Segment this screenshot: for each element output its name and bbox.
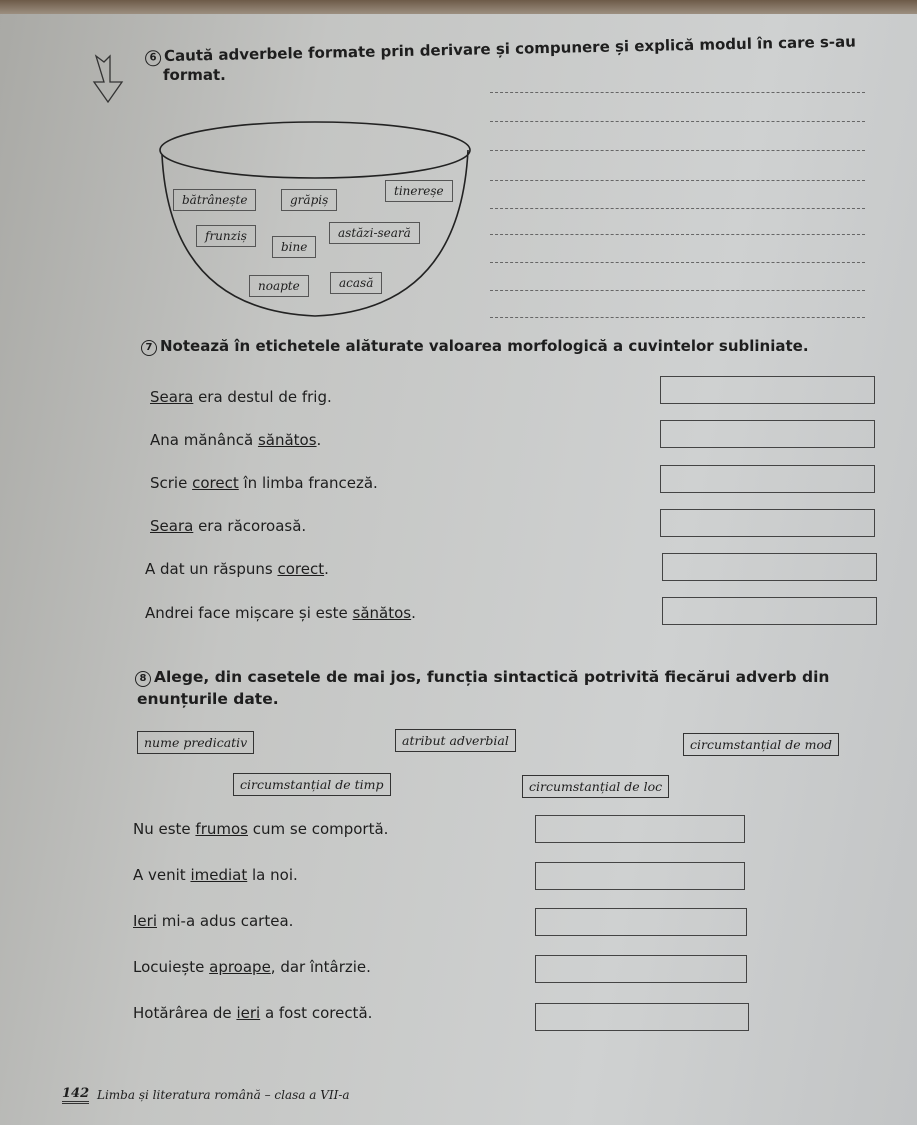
exercise-8-instruction: Alege, din casetele de mai jos, funcția sintactică potrivită fiecărui adverb din bbox=[154, 668, 830, 686]
answer-box[interactable] bbox=[535, 862, 745, 890]
word-tag: bine bbox=[272, 236, 316, 258]
sentence: Nu este frumos cum se comportă. bbox=[133, 820, 389, 838]
word-tag: acasă bbox=[330, 272, 382, 294]
answer-box[interactable] bbox=[660, 376, 875, 404]
answer-box[interactable] bbox=[660, 509, 875, 537]
exercise-number: 8 bbox=[135, 671, 151, 687]
exercise-8-instruction-cont: enunțurile date. bbox=[137, 690, 279, 708]
word-tag: grăpiș bbox=[281, 189, 337, 211]
answer-box[interactable] bbox=[660, 420, 875, 448]
option-box[interactable]: circumstanțial de timp bbox=[233, 773, 391, 796]
answer-box[interactable] bbox=[535, 815, 745, 843]
exercise-6-instruction: Caută adverbele formate prin derivare și compunere și explică modul în care s-au bbox=[163, 32, 857, 66]
word-tag: astăzi-seară bbox=[329, 222, 420, 244]
exercise-7-instruction: Notează în etichetele alăturate valoarea morfologică a cuvintelor subliniate. bbox=[160, 337, 809, 355]
sentence: Ana mănâncă sănătos. bbox=[150, 431, 322, 449]
sentence: Hotărârea de ieri a fost corectă. bbox=[133, 1004, 373, 1022]
sentence: A venit imediat la noi. bbox=[133, 866, 298, 884]
exercise-number: 6 bbox=[145, 50, 161, 66]
sentence: A dat un răspuns corect. bbox=[145, 560, 329, 578]
sentence: Andrei face mișcare și este sănătos. bbox=[145, 604, 416, 622]
sentence: Seara era destul de frig. bbox=[150, 388, 332, 406]
sentence: Locuiește aproape, dar întârzie. bbox=[133, 958, 371, 976]
arrow-down-icon bbox=[92, 52, 132, 104]
answer-box[interactable] bbox=[535, 955, 747, 983]
answer-box[interactable] bbox=[662, 597, 877, 625]
exercise-7-title bbox=[141, 337, 809, 356]
answer-box[interactable] bbox=[660, 465, 875, 493]
exercise-6-title bbox=[145, 33, 856, 67]
option-box[interactable]: circumstanțial de mod bbox=[683, 733, 839, 756]
exercise-6-instruction-cont: format. bbox=[163, 66, 226, 84]
background-edge bbox=[0, 0, 917, 14]
answer-box[interactable] bbox=[662, 553, 877, 581]
sentence: Ieri mi-a adus cartea. bbox=[133, 912, 294, 930]
word-tag: frunziș bbox=[196, 225, 256, 247]
bowl-illustration bbox=[150, 120, 490, 320]
answer-box[interactable] bbox=[535, 1003, 749, 1031]
book-title: Limba și literatura română – clasa a VII-a bbox=[97, 1088, 350, 1102]
word-tag: tinereșe bbox=[385, 180, 453, 202]
option-box[interactable]: circumstanțial de loc bbox=[522, 775, 669, 798]
option-box[interactable]: atribut adverbial bbox=[395, 729, 516, 752]
word-tag: noapte bbox=[249, 275, 309, 297]
exercise-number: 7 bbox=[141, 340, 157, 356]
word-tag: bătrânește bbox=[173, 189, 256, 211]
page-number: 142 bbox=[62, 1087, 89, 1104]
option-box[interactable]: nume predicativ bbox=[137, 731, 254, 754]
answer-box[interactable] bbox=[535, 908, 747, 936]
sentence: Scrie corect în limba franceză. bbox=[150, 474, 378, 492]
sentence: Seara era răcoroasă. bbox=[150, 517, 307, 535]
exercise-8-title bbox=[135, 668, 829, 687]
